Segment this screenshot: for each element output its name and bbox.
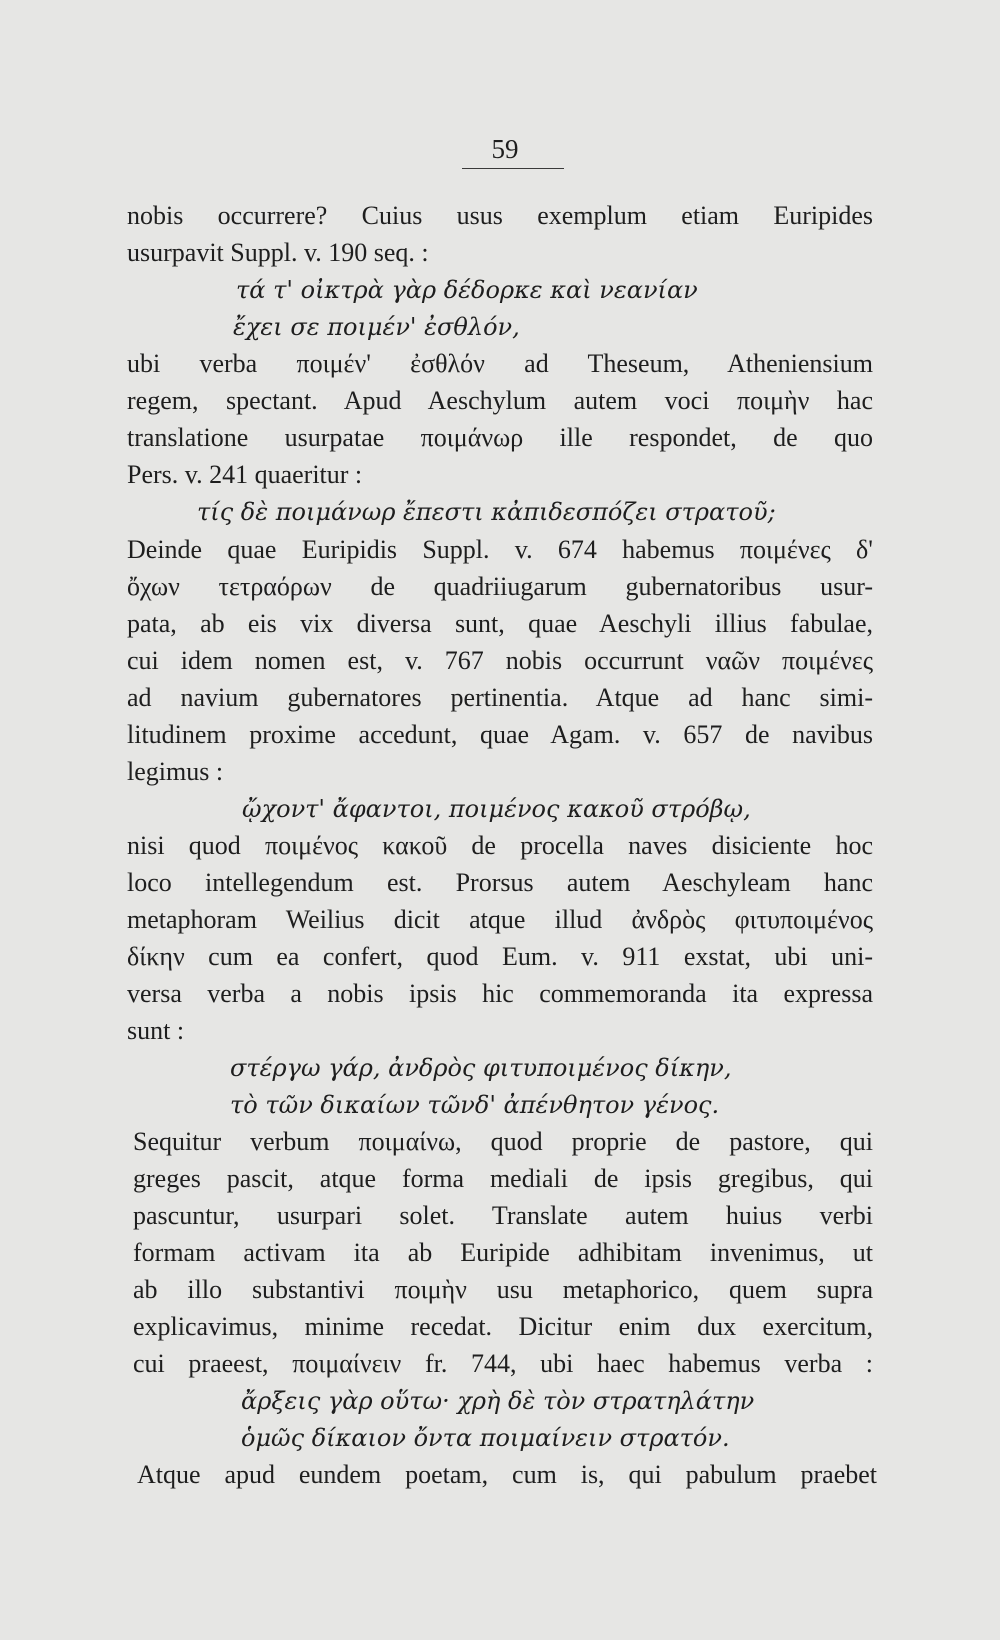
text-line: explicavimus, minime recedat. Dicitur enim dux exercitum, [133, 1312, 873, 1341]
text-line: pata, ab eis vix diversa sunt, quae Aeschyli illius fabulae, [127, 609, 873, 638]
text-line: usurpavit Suppl. v. 190 seq. : [127, 238, 429, 267]
text-line: translatione usurpatae ποιμάνωρ ille respondet, de quo [127, 423, 873, 452]
verse-line: ἄρξεις γὰρ οὕτω· χρὴ δὲ τὸν στρατηλάτην [241, 1387, 755, 1415]
text-line: Atque apud eundem poetam, cum is, qui pabulum praebet [137, 1460, 877, 1489]
verse-line: τὸ τῶν δικαίων τῶνδ' ἀπένθητον γένος. [230, 1091, 720, 1119]
verse-line: τίς δὲ ποιμάνωρ ἔπεστι κἀπιδεσπόζει στρατοῦ; [197, 498, 776, 526]
text-line: regem, spectant. Apud Aeschylum autem voci ποιμὴν hac [127, 386, 873, 415]
text-line: ubi verba ποιμέν' ἐσθλόν ad Theseum, Atheniensium [127, 349, 873, 378]
text-line: legimus : [127, 757, 224, 786]
text-line: Deinde quae Euripidis Suppl. v. 674 habemus ποιμένες δ' [127, 535, 873, 564]
text-line: δίκην cum ea confert, quod Eum. v. 911 exstat, ubi uni- [127, 942, 873, 971]
text-line: pascuntur, usurpari solet. Translate autem huius verbi [133, 1201, 873, 1230]
verse-line: ᾤχοντ' ἄφαντοι, ποιμένος κακοῦ στρόβῳ, [242, 795, 751, 823]
text-line: nisi quod ποιμένος κακοῦ de procella naves disiciente hoc [127, 831, 873, 860]
text-line: nobis occurrere? Cuius usus exemplum etiam Euripides [127, 201, 873, 230]
text-line: Sequitur verbum ποιμαίνω, quod proprie de pastore, qui [133, 1127, 873, 1156]
verse-line: στέργω γάρ, ἀνδρὸς φιτυποιμένος δίκην, [230, 1054, 732, 1082]
text-line: greges pascit, atque forma mediali de ipsis gregibus, qui [133, 1164, 873, 1193]
text-line: ab illo substantivi ποιμὴν usu metaphorico, quem supra [133, 1275, 873, 1304]
text-line: ὄχων τετραόρων de quadriiugarum gubernatoribus usur- [127, 572, 873, 601]
text-line: Pers. v. 241 quaeritur : [127, 460, 363, 489]
text-line: sunt : [127, 1016, 185, 1045]
text-line: ad navium gubernatores pertinentia. Atque ad hanc simi- [127, 683, 873, 712]
text-line: formam activam ita ab Euripide adhibitam invenimus, ut [133, 1238, 873, 1267]
text-line: litudinem proxime accedunt, quae Agam. v. 657 de navibus [127, 720, 873, 749]
text-line: cui praeest, ποιμαίνειν fr. 744, ubi haec habemus verba : [133, 1349, 873, 1378]
page-number: 59 [491, 134, 519, 164]
text-line: versa verba a nobis ipsis hic commemoranda ita expressa [127, 979, 873, 1008]
verse-line: ὁμῶς δίκαιον ὄντα ποιμαίνειν στρατόν. [241, 1424, 730, 1452]
text-line: loco intellegendum est. Prorsus autem Aeschyleam hanc [127, 868, 873, 897]
verse-line: ἔχει σε ποιμέν' ἐσθλόν, [233, 313, 520, 341]
header-rule [462, 168, 564, 169]
text-line: metaphoram Weilius dicit atque illud ἀνδρὸς φιτυποιμένος [127, 905, 873, 934]
text-line: cui idem nomen est, v. 767 nobis occurrunt ναῶν ποιμένες [127, 646, 873, 675]
verse-line: τά τ' οἰκτρὰ γὰρ δέδορκε καὶ νεανίαν [236, 276, 698, 304]
